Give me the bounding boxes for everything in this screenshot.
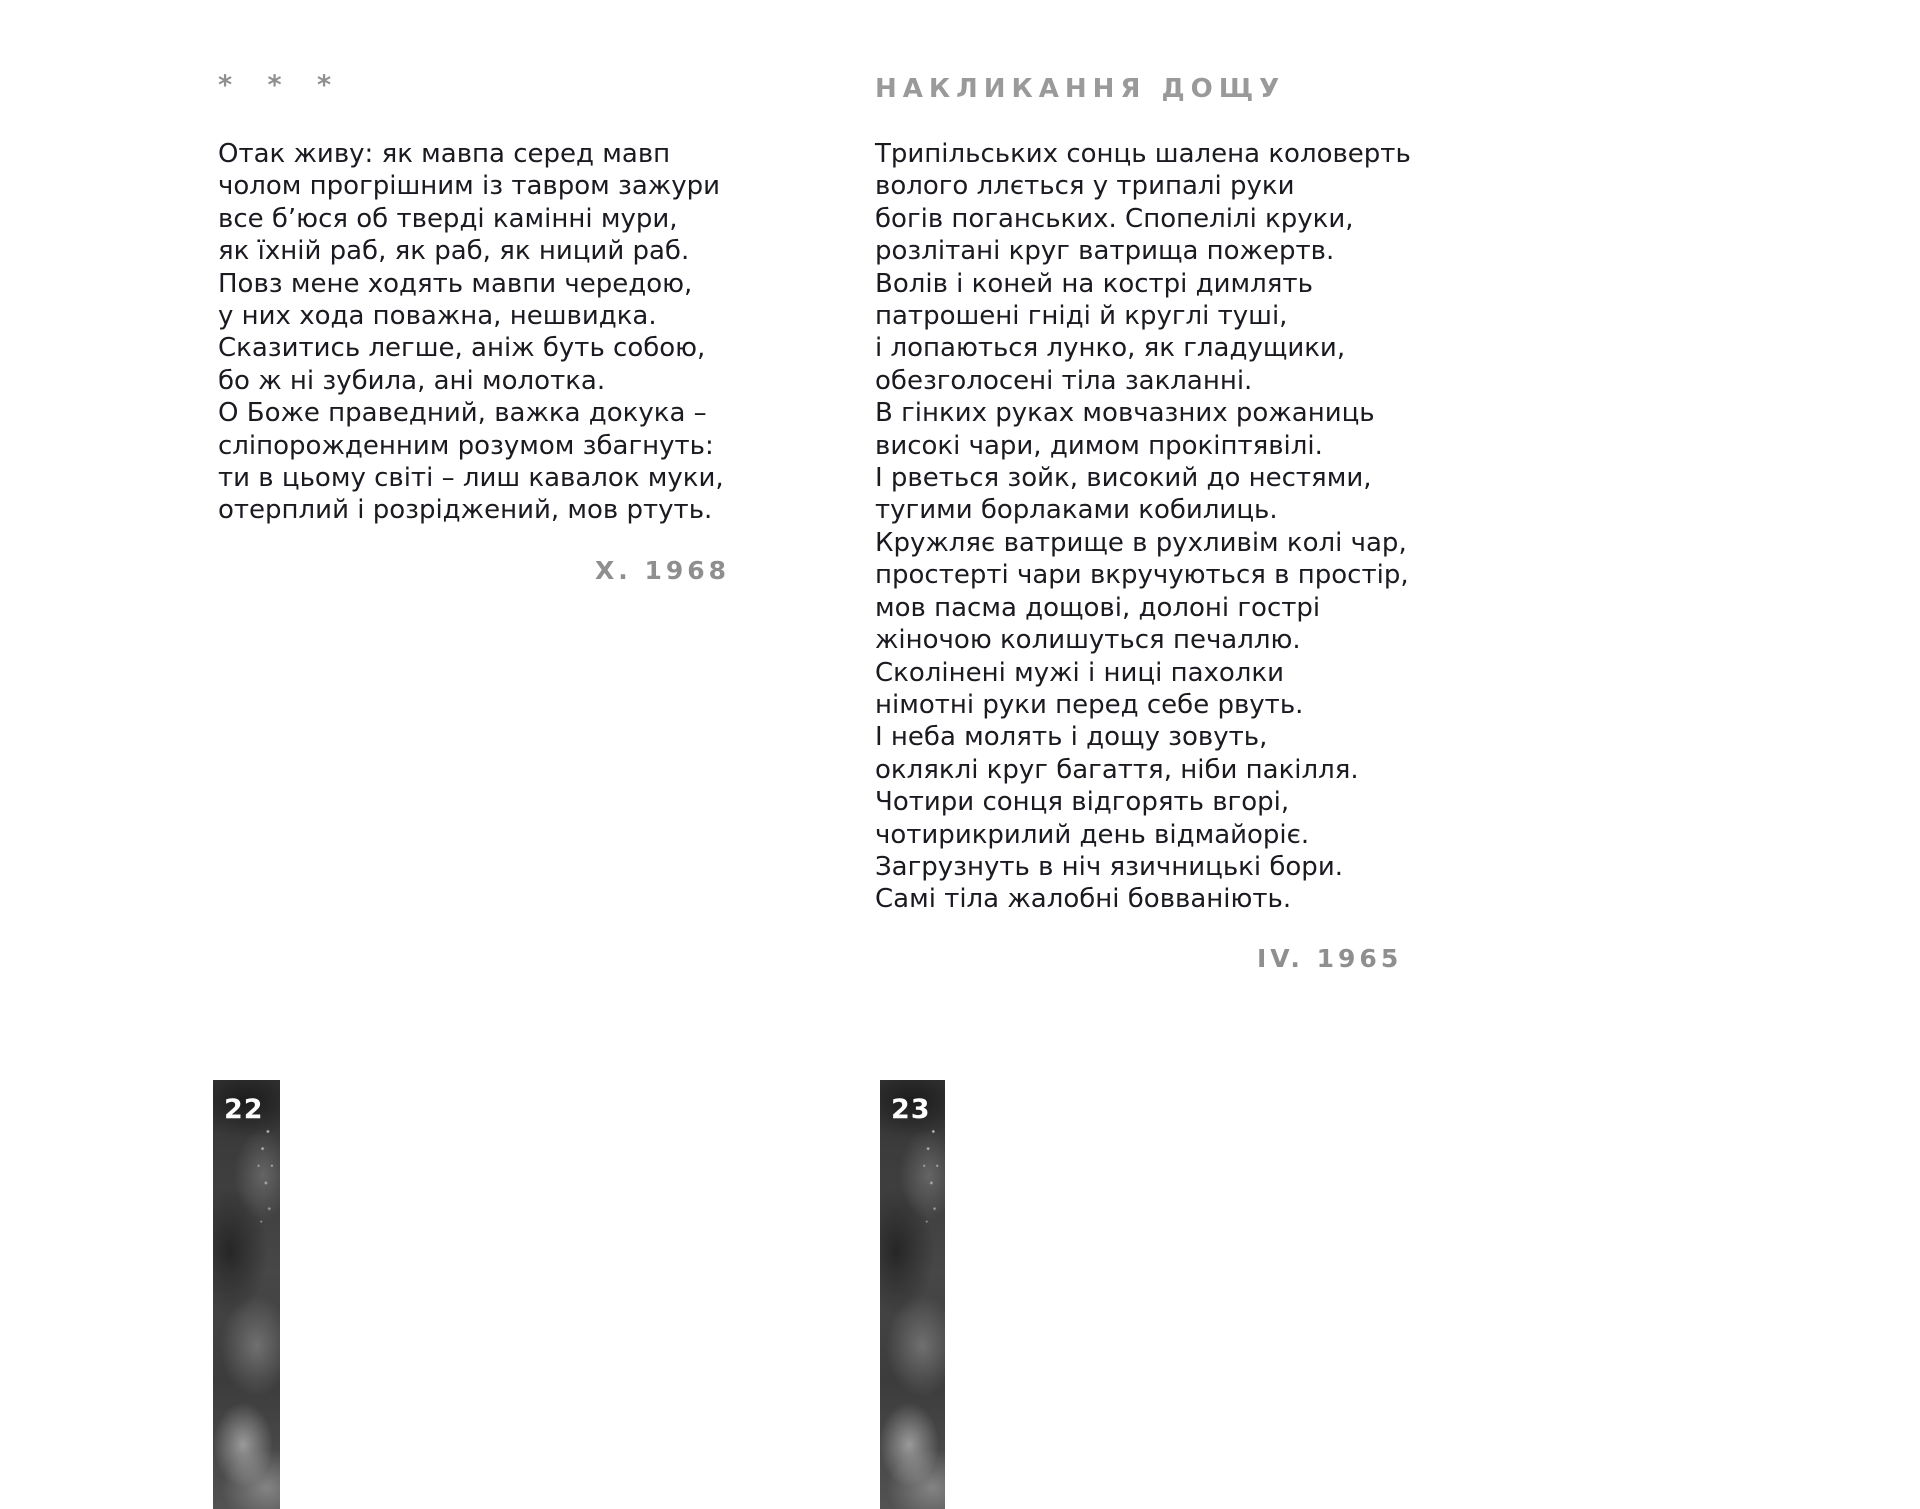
right-poem-body bbox=[875, 138, 1411, 916]
left-page-number: 22 bbox=[224, 1094, 264, 1125]
poem-line: сліпорожденним розумом збагнуть: bbox=[218, 430, 714, 461]
poem-line: простерті чари вкручуються в простір, bbox=[875, 560, 1409, 591]
poem-line: Повз мене ходять мавпи чередою, bbox=[218, 268, 693, 299]
poem-line: І неба молять і дощу зовуть, bbox=[875, 722, 1268, 753]
poem-line: мов пасма дощові, долоні гострі bbox=[875, 592, 1321, 623]
poem-line: у них хода поважна, нешвидка. bbox=[218, 301, 657, 332]
left-poem-body bbox=[218, 138, 724, 527]
poem-line: волого ллється у трипалі руки bbox=[875, 171, 1295, 202]
poem-line: О Боже праведний, важка докука – bbox=[218, 398, 707, 429]
poem-line: В гінких руках мовчазних рожаниць bbox=[875, 398, 1375, 429]
right-page-number-strip bbox=[880, 1080, 945, 1509]
poem-line: патрошені гніді й круглі туші, bbox=[875, 301, 1288, 332]
poem-line: жіночою колишуться печаллю. bbox=[875, 625, 1301, 656]
poem-line: розлітані круг ватрища пожертв. bbox=[875, 236, 1335, 267]
poem-line: німотні руки перед себе рвуть. bbox=[875, 689, 1304, 720]
poem-line: Чотири сонця відгорять вгорі, bbox=[875, 787, 1290, 818]
poem-line: Загрузнуть в ніч язичницькі бори. bbox=[875, 851, 1343, 882]
poem-line: Трипільських сонць шалена коловерть bbox=[875, 139, 1411, 169]
poem-line: бо ж ні зубила, ані молотка. bbox=[218, 365, 606, 396]
left-poem-header-asterisks: * * * bbox=[218, 70, 345, 101]
poem-line: отерплий і розріджений, мов ртуть. bbox=[218, 495, 713, 526]
poem-line: ти в цьому світі – лиш кавалок муки, bbox=[218, 463, 724, 494]
poem-line: високі чари, димом прокіптявілі. bbox=[875, 430, 1323, 461]
poem-line: Сказитись легше, аніж буть собою, bbox=[218, 333, 706, 364]
poem-line: богів поганських. Спопелілі круки, bbox=[875, 203, 1354, 234]
poem-line: все б’юся об тверді камінні мури, bbox=[218, 203, 678, 234]
poem-line: окляклі круг багаття, ніби пакілля. bbox=[875, 754, 1359, 785]
right-poem-title: НАКЛИКАННЯ ДОЩУ bbox=[875, 74, 1286, 104]
poem-line: чолом прогрішним із тавром зажури bbox=[218, 171, 721, 202]
left-poem-date: Х. 1968 bbox=[595, 556, 731, 585]
poem-line: Самі тіла жалобні бовваніють. bbox=[875, 884, 1292, 915]
poem-line: тугими борлаками кобилиць. bbox=[875, 495, 1278, 526]
poem-line: Волів і коней на кострі димлять bbox=[875, 268, 1313, 299]
left-page-number-strip bbox=[213, 1080, 280, 1509]
poem-line: Отак живу: як мавпа серед мавп bbox=[218, 139, 671, 169]
poem-line: обезголосені тіла закланні. bbox=[875, 365, 1253, 396]
poem-line: Сколінені мужі і ниці пахолки bbox=[875, 657, 1285, 688]
right-poem-date: IV. 1965 bbox=[1257, 944, 1403, 973]
poem-line: чотирикрилий день відмайоріє. bbox=[875, 819, 1310, 850]
poem-line: І рветься зойк, високий до нестями, bbox=[875, 463, 1372, 494]
poem-line: і лопаються лунко, як гладущики, bbox=[875, 333, 1346, 364]
poem-line: Кружляє ватрище в рухливім колі чар, bbox=[875, 527, 1407, 558]
right-page-number: 23 bbox=[891, 1094, 931, 1125]
poem-line: як їхній раб, як раб, як ниций раб. bbox=[218, 236, 690, 267]
